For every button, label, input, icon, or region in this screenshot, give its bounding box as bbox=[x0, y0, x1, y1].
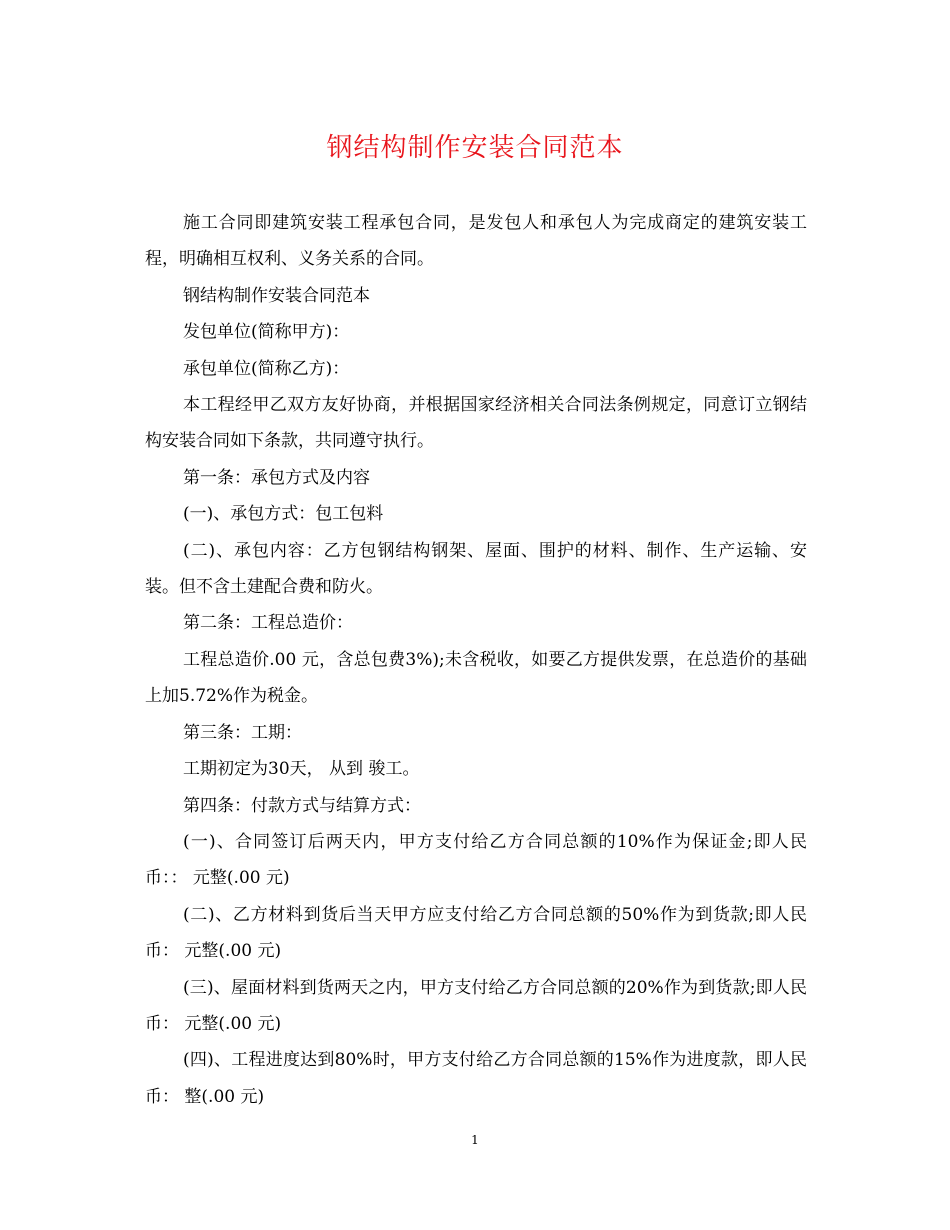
paragraph-party-a: 发包单位(简称甲方)： bbox=[183, 322, 350, 343]
paragraph-article-1-item-2: (二)、承包内容：乙方包钢结构钢架、屋面、围护的材料、制作、生产运输、安装。但不含土建配合费和防火。 bbox=[145, 540, 807, 598]
paragraph-contract-name: 钢结构制作安装合同范本 bbox=[183, 285, 370, 306]
paragraph-total-price: 工程总造价.00 元，含总包费3%);未含税收，如要乙方提供发票，在总造价的基础上加5.72%作为税金。 bbox=[145, 649, 807, 707]
paragraph-intro: 施工合同即建筑安装工程承包合同，是发包人和承包人为完成商定的建筑安装工程，明确相互权利、义务关系的合同。 bbox=[145, 213, 807, 270]
paragraph-article-3: 第三条：工期： bbox=[183, 722, 302, 743]
paragraph-payment-3: (三)、屋面材料到货两天之内，甲方支付给乙方合同总额的20%作为到货款;即人民币： 元整(.00 元) bbox=[145, 977, 807, 1034]
document-title: 钢结构制作安装合同范本 bbox=[326, 133, 624, 163]
paragraph-article-4: 第四条：付款方式与结算方式： bbox=[183, 795, 421, 816]
paragraph-article-1-item-1: (一)、承包方式：包工包料 bbox=[183, 504, 384, 525]
paragraph-agreement: 本工程经甲乙双方友好协商，并根据国家经济相关合同法条例规定，同意订立钢结构安装合同如下条款，共同遵守执行。 bbox=[145, 395, 807, 452]
paragraph-party-b: 承包单位(简称乙方)： bbox=[183, 358, 350, 379]
paragraph-article-2: 第二条：工程总造价： bbox=[183, 613, 353, 634]
paragraph-duration: 工期初定为30天， 从到 骏工。 bbox=[183, 759, 420, 780]
paragraph-payment-2: (二)、乙方材料到货后当天甲方应支付给乙方合同总额的50%作为到货款;即人民币： 元整(.00 元) bbox=[145, 904, 807, 962]
page-number: 1 bbox=[471, 1133, 479, 1147]
paragraph-payment-1: (一)、合同签订后两天内，甲方支付给乙方合同总额的10%作为保证金;即人民币：： 元整(.00 元) bbox=[145, 831, 807, 889]
paragraph-payment-4: (四)、工程进度达到80%时，甲方支付给乙方合同总额的15%作为进度款，即人民币： 整(.00 元) bbox=[145, 1050, 807, 1107]
paragraph-article-1: 第一条：承包方式及内容 bbox=[183, 467, 370, 488]
document-body bbox=[145, 205, 807, 1115]
